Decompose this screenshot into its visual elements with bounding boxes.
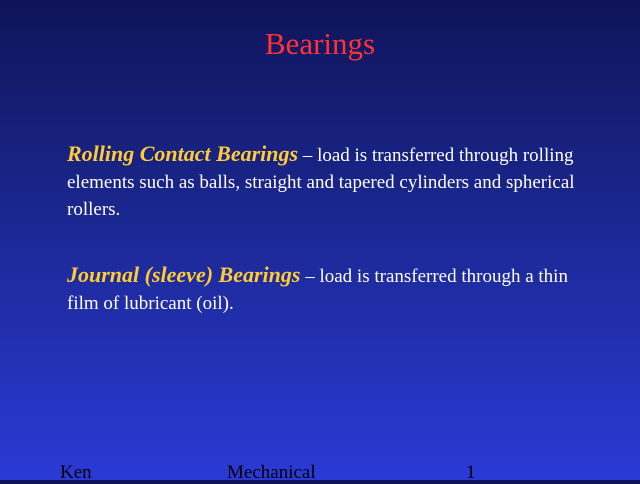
description-rolling-contact: – load is transferred through rolling elements such as balls, straight and tapered cylinders and spherical rollers. [67,145,575,220]
description-journal: – load is transferred through a thin film of lubricant (oil). [67,266,568,314]
paragraph-journal [67,261,597,317]
term-rolling-contact-bearings: Rolling Contact Bearings [67,141,299,166]
footer-page-number: 1 [466,462,476,483]
footer-author: Ken [60,462,92,483]
footer-department: Mechanical [227,462,316,483]
paragraph-rolling-contact [67,140,597,223]
slide-title: Bearings [264,26,376,61]
term-journal-bearings: Journal (sleeve) Bearings [67,262,301,287]
